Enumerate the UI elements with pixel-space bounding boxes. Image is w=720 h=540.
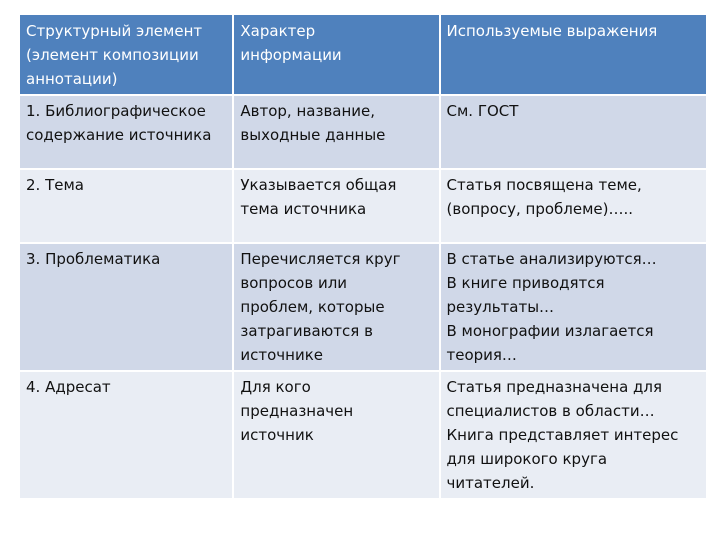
cell-expressions: Статья посвящена теме, (вопросу, проблеме)….. [440, 169, 707, 243]
cell-information: Указывается общая тема источника [233, 169, 439, 243]
table-header-row [20, 15, 706, 95]
cell-element: 1. Библиографическое содержание источника [20, 95, 233, 169]
table-row [20, 371, 706, 499]
annotation-structure-table [20, 15, 706, 500]
table-row [20, 169, 706, 243]
table-row [20, 95, 706, 169]
cell-element: 2. Тема [20, 169, 233, 243]
header-structural-element: Структурный элемент (элемент композиции аннотации) [20, 15, 233, 95]
cell-information: Автор, название, выходные данные [233, 95, 439, 169]
table-row [20, 243, 706, 371]
cell-element: 4. Адресат [20, 371, 233, 499]
header-used-expressions: Используемые выражения [440, 15, 707, 95]
cell-expressions: В статье анализируются… В книге приводятся результаты… В монографии излагается теория… [440, 243, 707, 371]
cell-expressions: См. ГОСТ [440, 95, 707, 169]
cell-information: Перечисляется круг вопросов или проблем, которые затрагиваются в источнике [233, 243, 439, 371]
cell-expressions: Статья предназначена для специалистов в области… Книга представляет интерес для широкого круга читателей. [440, 371, 707, 499]
cell-element: 3. Проблематика [20, 243, 233, 371]
header-information-type: Характер информации [233, 15, 439, 95]
cell-information: Для кого предназначен источник [233, 371, 439, 499]
